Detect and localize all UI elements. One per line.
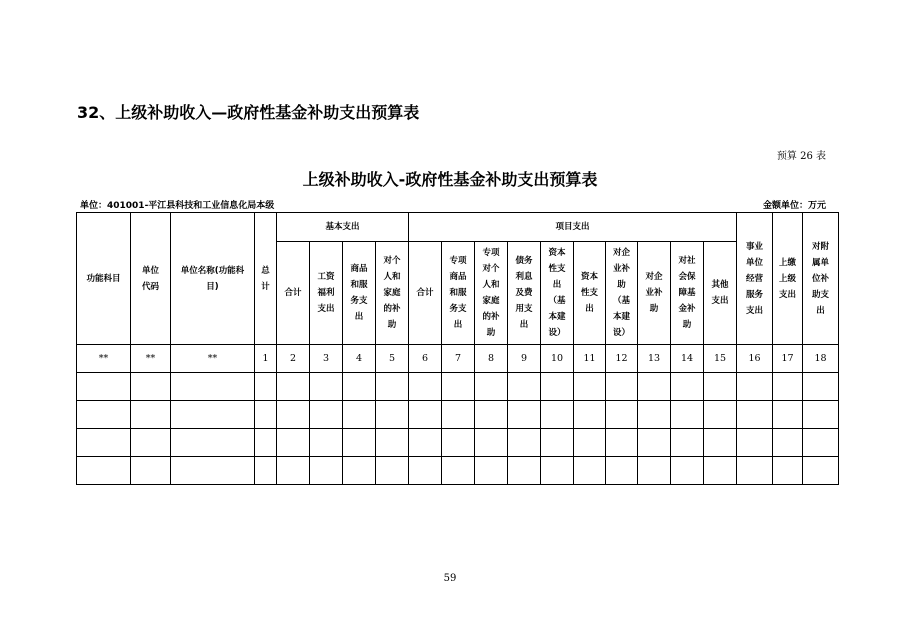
table-title: 上级补助收入-政府性基金补助支出预算表 — [302, 170, 598, 189]
table-row — [77, 401, 839, 429]
table-cell — [171, 401, 255, 429]
index-cell: 18 — [803, 345, 839, 373]
table-cell — [773, 401, 803, 429]
index-cell: ** — [77, 345, 131, 373]
table-cell — [638, 401, 671, 429]
table-cell — [77, 457, 131, 485]
table-cell — [442, 401, 475, 429]
table-cell — [671, 401, 704, 429]
table-cell — [773, 429, 803, 457]
header-basic-group: 基本支出 — [277, 213, 409, 242]
table-cell — [409, 373, 442, 401]
money-unit-label: 金额单位：万元 — [762, 201, 826, 211]
header-project-col: 对社会保障基金补助 — [671, 242, 704, 345]
table-row — [77, 429, 839, 457]
table-cell — [508, 373, 541, 401]
table-cell — [343, 457, 376, 485]
table-cell — [310, 373, 343, 401]
table-cell — [310, 457, 343, 485]
table-cell — [606, 457, 638, 485]
index-cell: 14 — [671, 345, 704, 373]
table-cell — [171, 373, 255, 401]
header-project-col: 资本性支出 — [574, 242, 606, 345]
table-cell — [704, 373, 737, 401]
header-basic-col: 对个人和家庭的补助 — [376, 242, 409, 345]
header-turn-over: 上缴上级支出 — [773, 213, 803, 345]
index-cell: 5 — [376, 345, 409, 373]
table-cell — [409, 429, 442, 457]
header-basic-col: 合计 — [277, 242, 310, 345]
table-cell — [376, 457, 409, 485]
table-cell — [737, 401, 773, 429]
page-number: 59 — [443, 573, 457, 584]
table-cell — [255, 429, 277, 457]
header-project-col: 资本性支出（基本建设） — [541, 242, 574, 345]
table-cell — [255, 373, 277, 401]
table-cell — [475, 401, 508, 429]
table-cell — [803, 429, 839, 457]
table-cell — [310, 401, 343, 429]
index-cell: 2 — [277, 345, 310, 373]
table-row — [77, 457, 839, 485]
table-cell — [541, 457, 574, 485]
table-cell — [475, 373, 508, 401]
header-unit-code: 单位代码 — [131, 213, 171, 345]
header-project-col: 债务利息及费用支出 — [508, 242, 541, 345]
table-cell — [606, 429, 638, 457]
table-cell — [131, 373, 171, 401]
table-cell — [574, 373, 606, 401]
header-func-subject: 功能科目 — [77, 213, 131, 345]
index-cell: 6 — [409, 345, 442, 373]
index-cell: 3 — [310, 345, 343, 373]
table-cell — [574, 401, 606, 429]
table-cell — [171, 429, 255, 457]
table-cell — [343, 401, 376, 429]
table-row — [77, 373, 839, 401]
index-cell: 15 — [704, 345, 737, 373]
table-cell — [803, 373, 839, 401]
table-cell — [277, 373, 310, 401]
header-project-col: 合计 — [409, 242, 442, 345]
table-cell — [171, 457, 255, 485]
table-cell — [442, 429, 475, 457]
table-cell — [574, 457, 606, 485]
table-cell — [737, 373, 773, 401]
table-cell — [541, 429, 574, 457]
table-cell — [376, 401, 409, 429]
table-cell — [131, 457, 171, 485]
index-cell: 9 — [508, 345, 541, 373]
index-cell: 10 — [541, 345, 574, 373]
table-cell — [704, 401, 737, 429]
index-cell: 1 — [255, 345, 277, 373]
table-cell — [409, 401, 442, 429]
index-row — [77, 345, 839, 373]
table-cell — [803, 457, 839, 485]
header-total: 总计 — [255, 213, 277, 345]
table-cell — [671, 457, 704, 485]
table-cell — [131, 429, 171, 457]
header-business-service: 事业单位经营服务支出 — [737, 213, 773, 345]
header-unit-name: 单位名称(功能科目) — [171, 213, 255, 345]
table-cell — [508, 429, 541, 457]
table-cell — [77, 429, 131, 457]
table-cell — [255, 457, 277, 485]
header-basic-col: 商品和服务支出 — [343, 242, 376, 345]
table-cell — [277, 457, 310, 485]
table-cell — [475, 429, 508, 457]
table-cell — [343, 429, 376, 457]
table-cell — [409, 457, 442, 485]
table-cell — [704, 429, 737, 457]
table-cell — [737, 457, 773, 485]
table-cell — [277, 429, 310, 457]
index-cell: 7 — [442, 345, 475, 373]
table-cell — [606, 373, 638, 401]
index-cell: 17 — [773, 345, 803, 373]
table-cell — [803, 401, 839, 429]
header-project-col: 专项对个人和家庭的补助 — [475, 242, 508, 345]
table-cell — [606, 401, 638, 429]
section-heading: 32、上级补助收入—政府性基金补助支出预算表 — [77, 103, 420, 122]
header-project-col: 其他支出 — [704, 242, 737, 345]
table-cell — [508, 457, 541, 485]
header-basic-col: 工资福利支出 — [310, 242, 343, 345]
header-row-1 — [77, 213, 839, 242]
index-cell: 16 — [737, 345, 773, 373]
header-project-group: 项目支出 — [409, 213, 737, 242]
table-cell — [442, 457, 475, 485]
header-project-col: 对企业补助 — [638, 242, 671, 345]
table-cell — [773, 373, 803, 401]
unit-label: 单位：401001-平江县科技和工业信息化局本级 — [80, 201, 275, 211]
table-cell — [442, 373, 475, 401]
table-cell — [255, 401, 277, 429]
table-cell — [277, 401, 310, 429]
table-cell — [376, 429, 409, 457]
form-number: 预算 26 表 — [776, 151, 826, 162]
header-subsidiary-subsidy: 对附属单位补助支出 — [803, 213, 839, 345]
table-cell — [310, 429, 343, 457]
table-cell — [574, 429, 606, 457]
index-cell: 11 — [574, 345, 606, 373]
index-cell: ** — [131, 345, 171, 373]
index-cell: 13 — [638, 345, 671, 373]
table-cell — [77, 401, 131, 429]
table-cell — [131, 401, 171, 429]
index-cell: 8 — [475, 345, 508, 373]
table-cell — [541, 401, 574, 429]
table-cell — [508, 401, 541, 429]
table-cell — [671, 429, 704, 457]
table-cell — [376, 373, 409, 401]
table-cell — [77, 373, 131, 401]
table-cell — [671, 373, 704, 401]
table-cell — [773, 457, 803, 485]
index-cell: 12 — [606, 345, 638, 373]
budget-table — [76, 212, 839, 485]
table-cell — [638, 457, 671, 485]
table-cell — [638, 429, 671, 457]
index-cell: 4 — [343, 345, 376, 373]
table-cell — [343, 373, 376, 401]
table-cell — [737, 429, 773, 457]
header-project-col: 对企业补助（基本建设） — [606, 242, 638, 345]
table-cell — [638, 373, 671, 401]
table-cell — [475, 457, 508, 485]
table-cell — [704, 457, 737, 485]
index-cell: ** — [171, 345, 255, 373]
table-cell — [541, 373, 574, 401]
header-project-col: 专项商品和服务支出 — [442, 242, 475, 345]
